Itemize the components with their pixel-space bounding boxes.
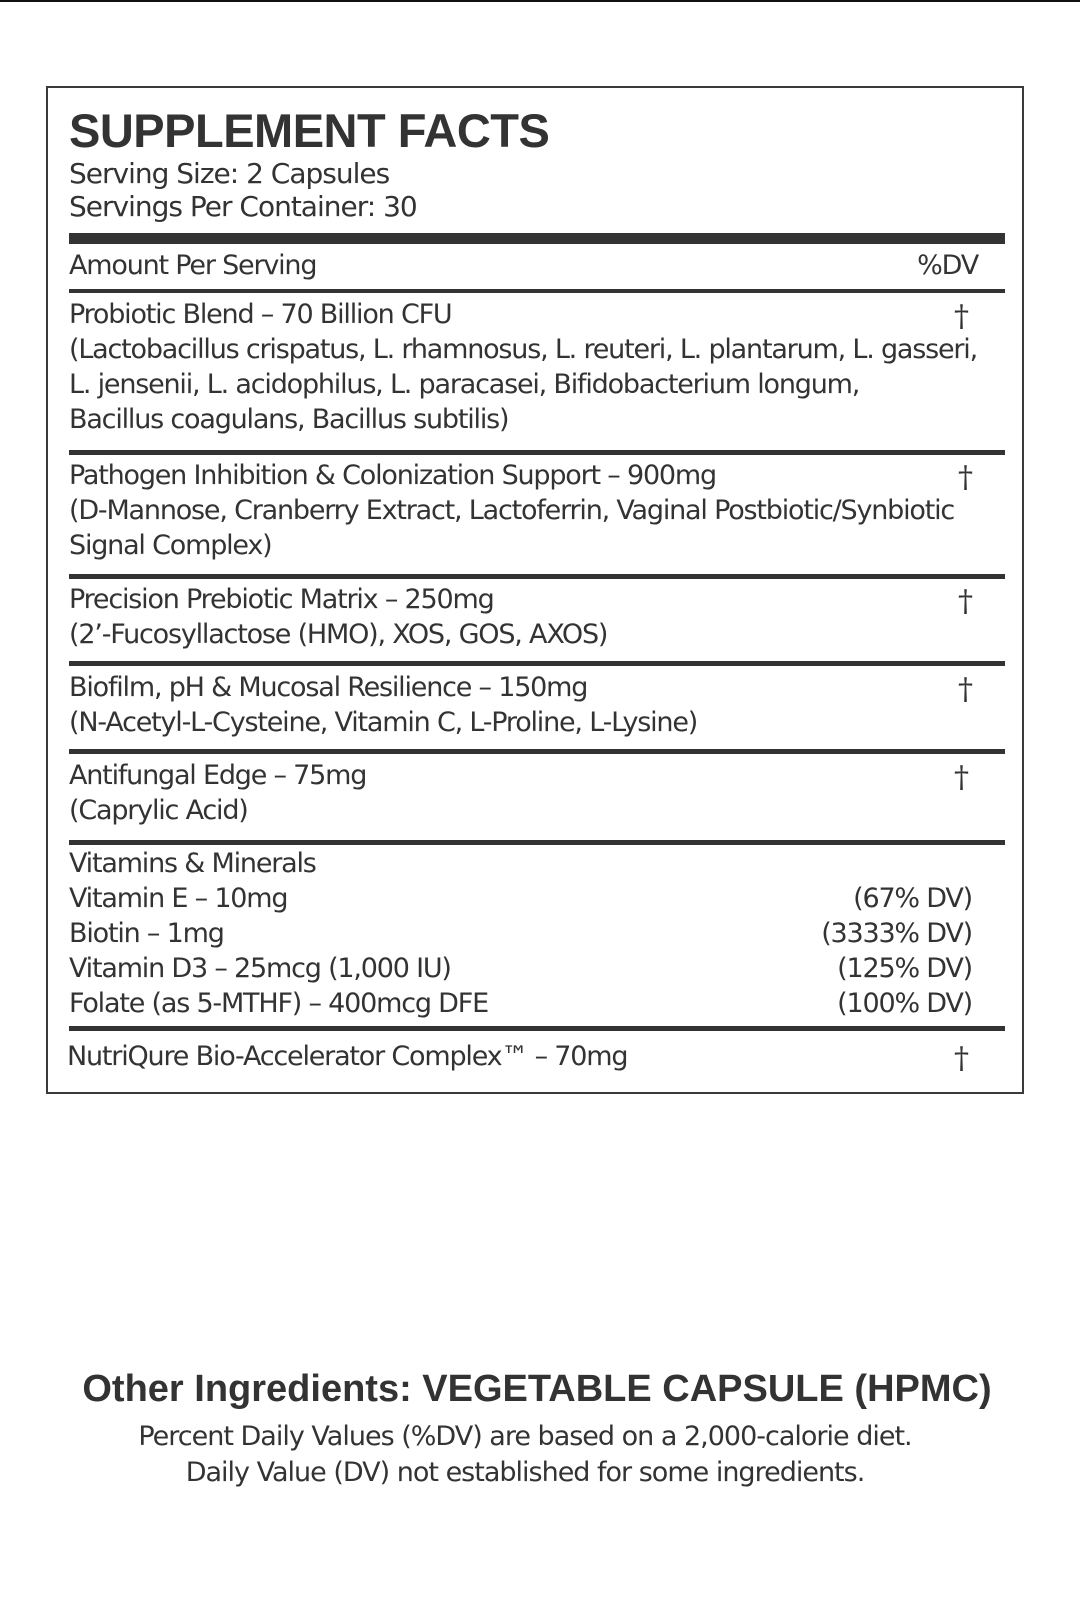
vitamins-heading: Vitamins & Minerals xyxy=(69,848,316,879)
blend-name-pathogen: Pathogen Inhibition & Colonization Support – 900mg xyxy=(69,460,716,491)
top-edge-stripe xyxy=(0,0,1080,2)
blend-name-prebiotic: Precision Prebiotic Matrix – 250mg xyxy=(69,584,494,615)
blend-detail: Bacillus coagulans, Bacillus subtilis) xyxy=(69,404,509,435)
dv-column-label: %DV xyxy=(917,250,978,281)
blend-name-probiotic: Probiotic Blend – 70 Billion CFU xyxy=(69,299,452,330)
divider-rule xyxy=(69,1026,1005,1031)
vitamin-row-dv: (100% DV) xyxy=(837,988,972,1019)
header-thick-rule xyxy=(69,233,1005,244)
panel-title: SUPPLEMENT FACTS xyxy=(69,104,550,157)
blend-name-biofilm: Biofilm, pH & Mucosal Resilience – 150mg xyxy=(69,672,588,703)
dagger-footnote-mark: † xyxy=(958,672,973,707)
blend-detail: (N-Acetyl-L-Cysteine, Vitamin C, L-Proline, L-Lysine) xyxy=(69,707,698,738)
vitamin-row-dv: (67% DV) xyxy=(853,883,972,914)
complex-name: NutriQure Bio-Accelerator Complex™ – 70mg xyxy=(67,1041,628,1072)
blend-detail: (Caprylic Acid) xyxy=(69,795,248,826)
blend-detail: (D-Mannose, Cranberry Extract, Lactoferrin, Vaginal Postbiotic/Synbiotic xyxy=(69,495,955,526)
blend-detail: Signal Complex) xyxy=(69,530,272,561)
divider-rule xyxy=(69,840,1005,845)
vitamin-row-name: Folate (as 5-MTHF) – 400mcg DFE xyxy=(69,988,488,1019)
dv-footnote-line-1: Percent Daily Values (%DV) are based on a 2,000-calorie diet. xyxy=(138,1421,912,1452)
divider-rule xyxy=(69,661,1005,666)
serving-size: Serving Size: 2 Capsules xyxy=(69,157,390,190)
dagger-footnote-mark: † xyxy=(954,1041,969,1076)
other-ingredients: Other Ingredients: VEGETABLE CAPSULE (HPMC) xyxy=(82,1368,992,1410)
blend-name-antifungal: Antifungal Edge – 75mg xyxy=(69,760,367,791)
divider-rule xyxy=(69,574,1005,579)
vitamin-row-name: Vitamin D3 – 25mcg (1,000 IU) xyxy=(69,953,451,984)
dv-footnote-line-2: Daily Value (DV) not established for some ingredients. xyxy=(185,1457,865,1488)
blend-detail: (Lactobacillus crispatus, L. rhamnosus, L. reuteri, L. plantarum, L. gasseri, xyxy=(69,334,977,365)
vitamin-row-dv: (3333% DV) xyxy=(821,918,972,949)
dagger-footnote-mark: † xyxy=(954,299,969,334)
blend-detail: (2’-Fucosyllactose (HMO), XOS, GOS, AXOS) xyxy=(69,619,608,650)
supplement-facts-panel xyxy=(46,86,1024,1094)
dagger-footnote-mark: † xyxy=(958,460,973,495)
servings-per-container: Servings Per Container: 30 xyxy=(69,190,417,223)
amount-per-serving-label: Amount Per Serving xyxy=(69,250,317,281)
divider-rule xyxy=(69,450,1005,455)
dagger-footnote-mark: † xyxy=(958,584,973,619)
vitamin-row-name: Vitamin E – 10mg xyxy=(69,883,288,914)
dagger-footnote-mark: † xyxy=(954,760,969,795)
blend-detail: L. jensenii, L. acidophilus, L. paracasei, Bifidobacterium longum, xyxy=(69,369,860,400)
divider-rule xyxy=(69,289,1005,293)
vitamin-row-name: Biotin – 1mg xyxy=(69,918,224,949)
vitamin-row-dv: (125% DV) xyxy=(837,953,972,984)
divider-rule xyxy=(69,749,1005,754)
